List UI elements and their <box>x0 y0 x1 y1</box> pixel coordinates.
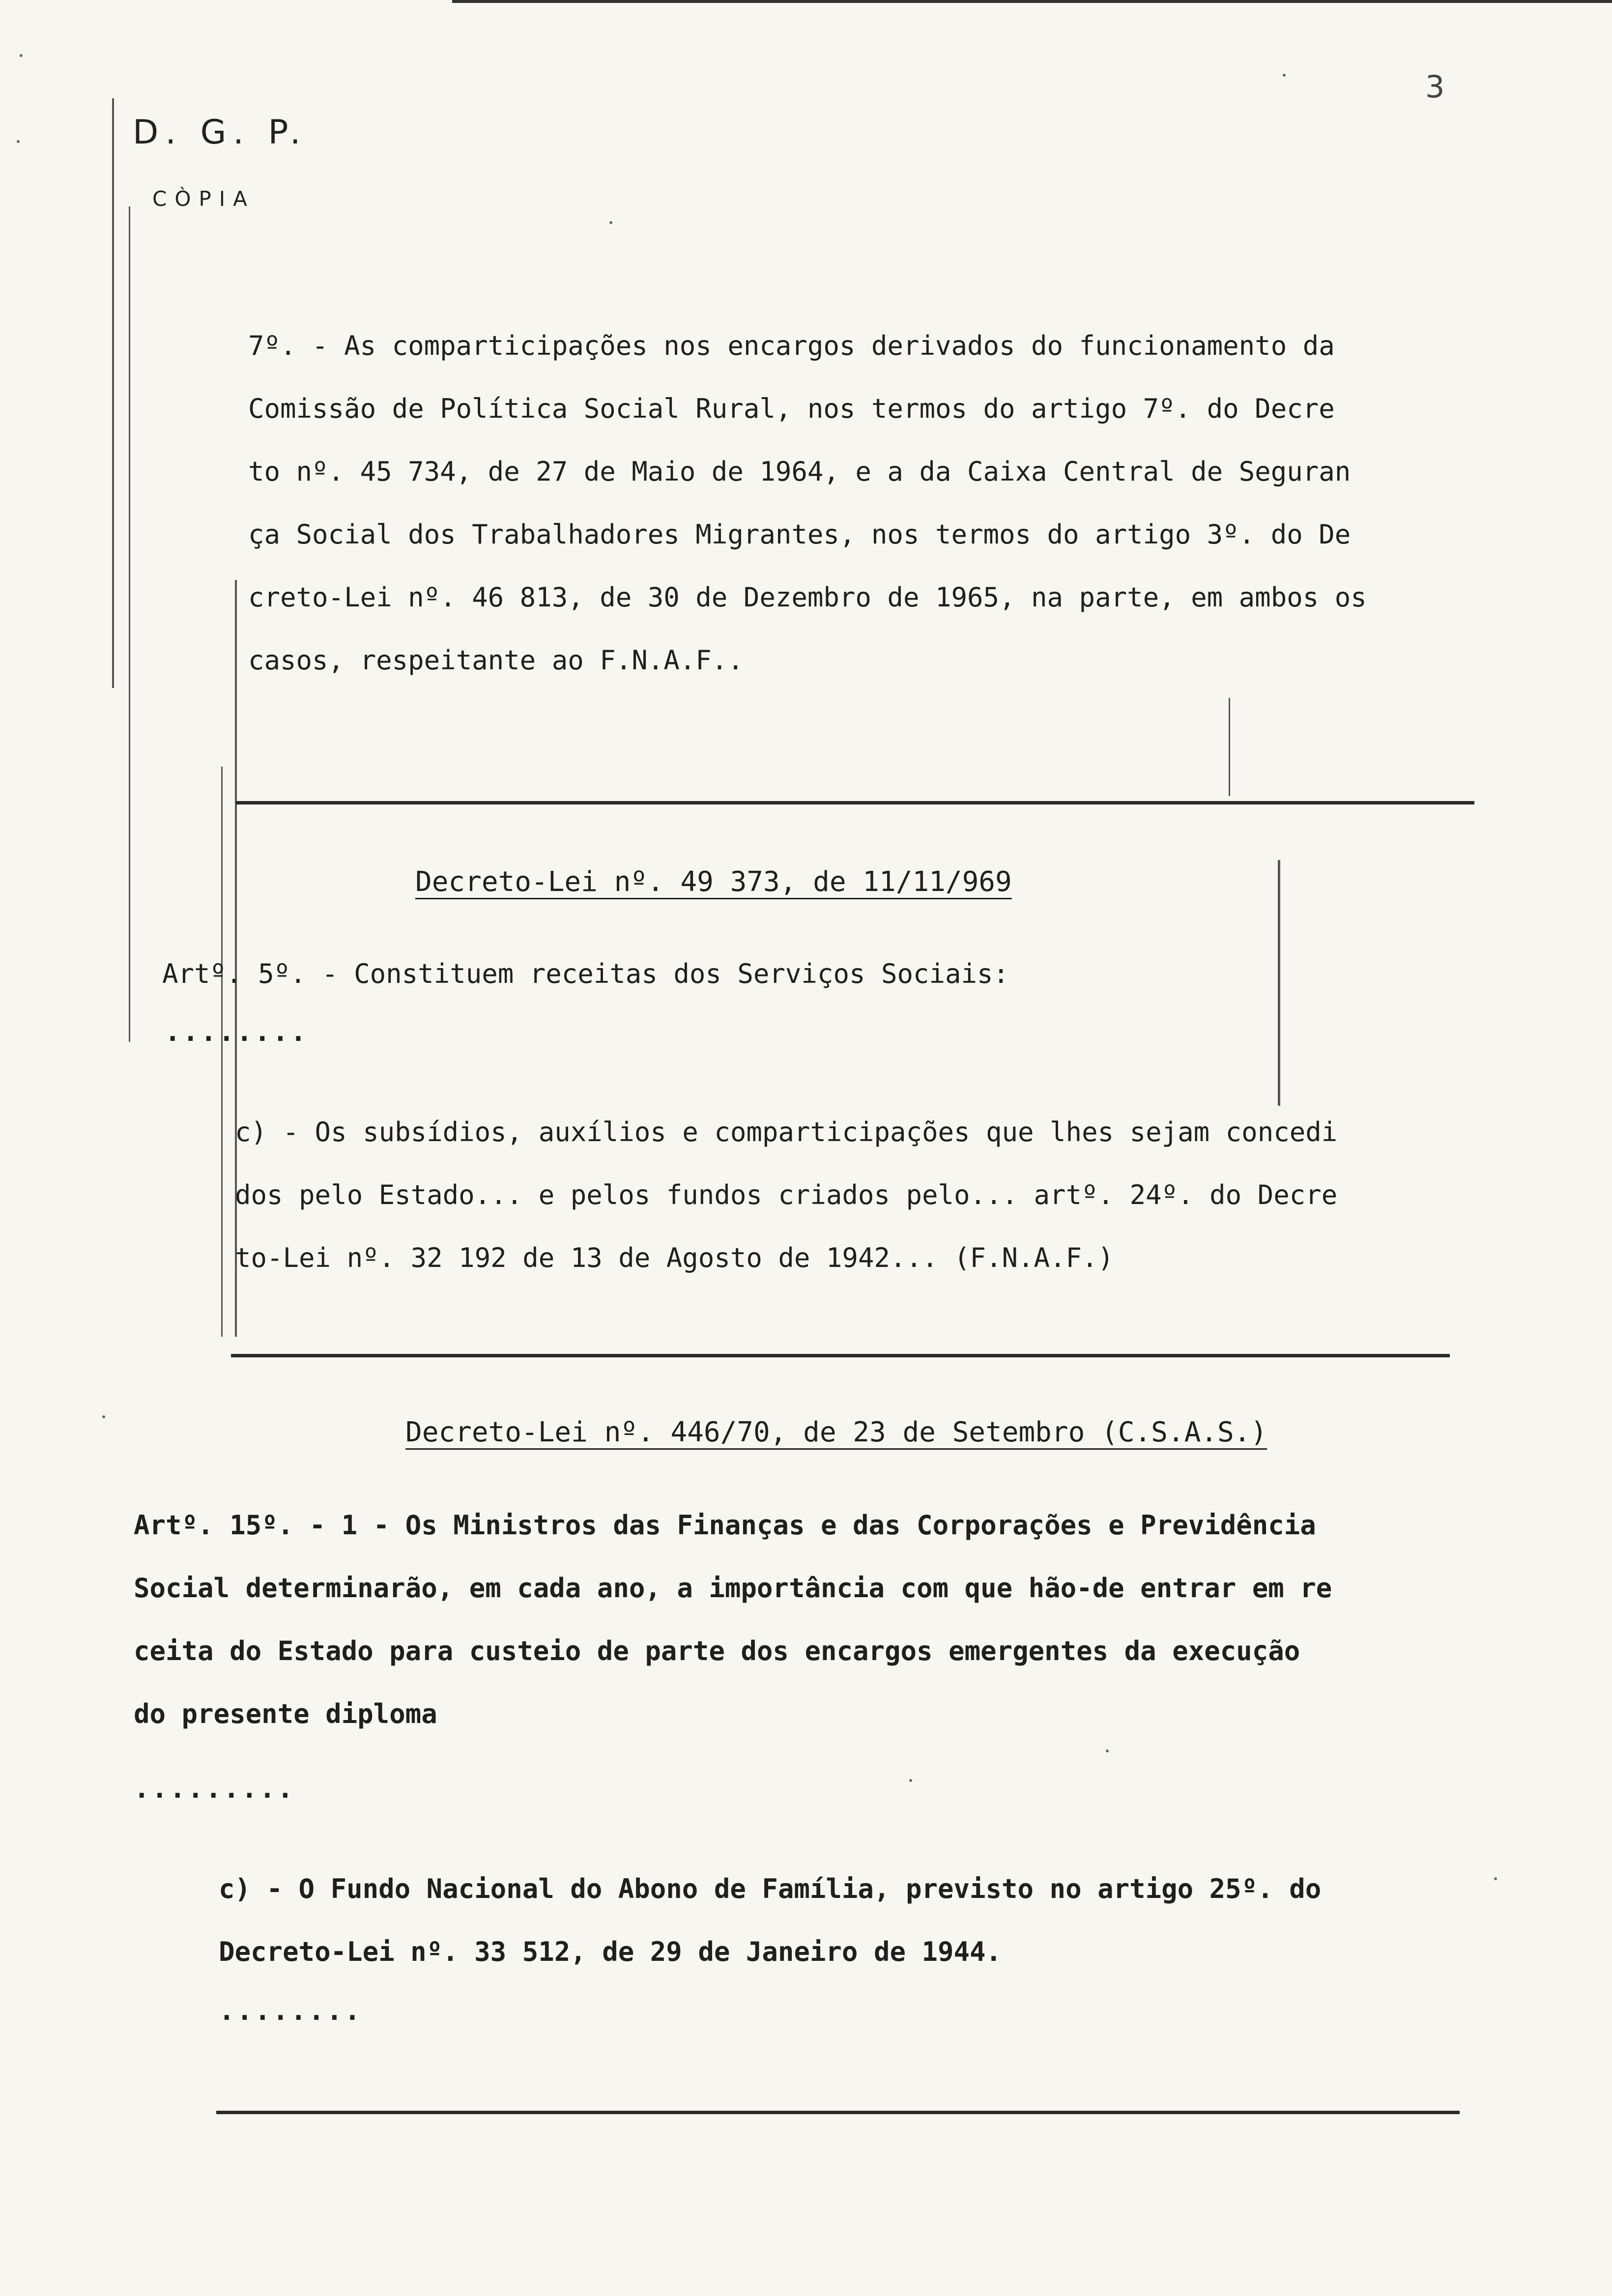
copy-speck <box>609 221 612 224</box>
header-org: D. G. P. <box>133 113 308 152</box>
section-2-paragraph <box>235 1101 1337 1290</box>
page-number: 3 <box>1425 69 1445 105</box>
text-line: 7º. - As comparticipações nos encargos derivados do funcionamento da <box>248 330 1335 361</box>
text-line: dos pelo Estado... e pelos fundos criados pelo... artº. 24º. do Decre <box>235 1179 1338 1210</box>
copy-speck <box>1283 74 1286 77</box>
text-line: to nº. 45 734, de 27 de Maio de 1964, e a da Caixa Central de Seguran <box>248 456 1351 487</box>
margin-line <box>1278 860 1280 1106</box>
copy-speck <box>1106 1750 1109 1752</box>
text-line: to-Lei nº. 32 192 de 13 de Agosto de 1942... (F.N.A.F.) <box>235 1242 1114 1273</box>
text-line: Decreto-Lei nº. 33 512, de 29 de Janeiro de 1944. <box>219 1936 1002 1967</box>
section-divider <box>231 1354 1450 1357</box>
top-edge-rule <box>452 0 1612 3</box>
copy-speck <box>1494 1877 1497 1880</box>
text-line: ceita do Estado para custeio de parte dos encargos emergentes da execução <box>134 1636 1300 1666</box>
text-line: c) - Os subsídios, auxílios e comparticipações que lhes sejam concedi <box>235 1117 1338 1148</box>
ellipsis: ......... <box>134 1773 295 1804</box>
section-3-item-c <box>219 1858 1321 1983</box>
margin-line <box>221 767 223 1337</box>
margin-line <box>129 206 130 1042</box>
text-line: c) - O Fundo Nacional do Abono de Família, previsto no artigo 25º. do <box>219 1873 1322 1904</box>
section-2-article <box>162 943 1009 1005</box>
ellipsis: ........ <box>165 1016 309 1047</box>
copy-speck <box>20 54 23 57</box>
section-3-heading: Decreto-Lei nº. 446/70, de 23 de Setembro (C.S.A.S.) <box>405 1416 1267 1448</box>
margin-line <box>112 98 114 688</box>
margin-line <box>1229 698 1230 796</box>
copy-speck <box>909 1779 912 1782</box>
copy-speck <box>102 1415 105 1418</box>
text-line: casos, respeitante ao F.N.A.F.. <box>248 645 744 676</box>
text-line: creto-Lei nº. 46 813, de 30 de Dezembro de 1965, na parte, em ambos os <box>248 582 1367 613</box>
section-1-paragraph <box>248 315 1367 692</box>
text-line: Artº. 5º. - Constituem receitas dos Serviços Sociais: <box>162 958 1009 989</box>
ellipsis: ........ <box>219 1995 363 2026</box>
copy-speck <box>17 140 20 143</box>
text-line: ça Social dos Trabalhadores Migrantes, nos termos do artigo 3º. do De <box>248 519 1351 550</box>
section-divider <box>216 2111 1460 2114</box>
section-3-article <box>134 1494 1332 1746</box>
header-copy-label: CÒPIA <box>152 187 255 211</box>
text-line: Comissão de Política Social Rural, nos termos do artigo 7º. do Decre <box>248 393 1335 424</box>
text-line: Social determinarão, em cada ano, a importância com que hão-de entrar em re <box>134 1573 1332 1604</box>
section-divider <box>236 801 1474 804</box>
text-line: Artº. 15º. - 1 - Os Ministros das Finanças e das Corporações e Previdência <box>134 1510 1316 1541</box>
section-2-heading: Decreto-Lei nº. 49 373, de 11/11/969 <box>415 866 1012 898</box>
text-line: do presente diploma <box>134 1698 437 1729</box>
